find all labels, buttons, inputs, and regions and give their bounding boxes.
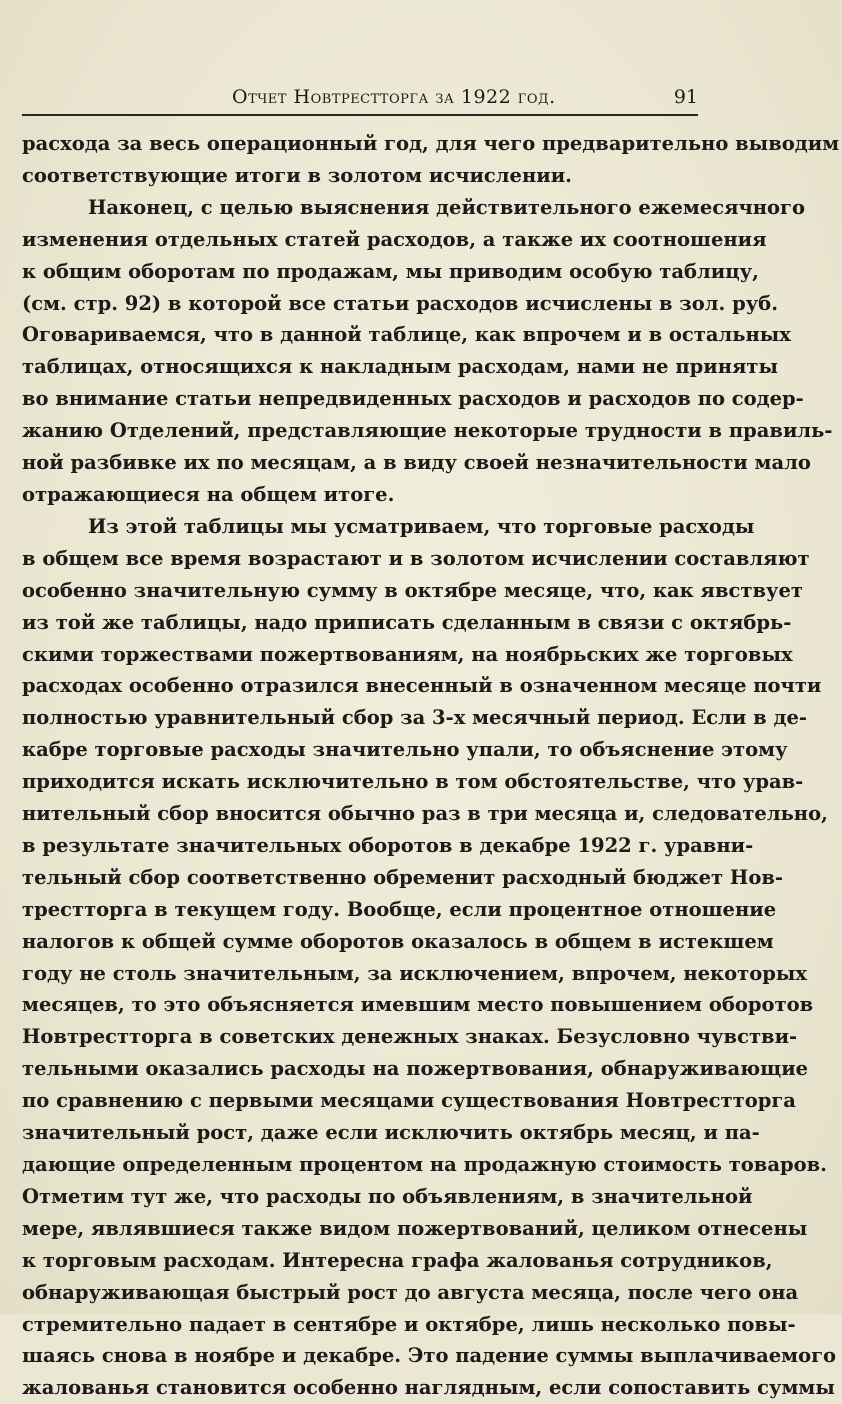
text-line: изменения отдельных статей расходов, а также их соотношения: [22, 227, 767, 251]
text-line: к общим оборотам по продажам, мы приводим особую таблицу,: [22, 259, 759, 283]
text-line: особенно значительную сумму в октябре месяце, что, как явствует: [22, 578, 803, 602]
text-line: налогов к общей сумме оборотов оказалось в общем в истекшем: [22, 929, 774, 953]
text-line: отражающиеся на общем итоге.: [22, 482, 395, 506]
text-line: жалованья становится особенно наглядным, если сопоставить суммы: [22, 1376, 835, 1400]
text-line: тельными оказались расходы на пожертвования, обнаруживающие: [22, 1057, 809, 1081]
text-line: Из этой таблицы мы усматриваем, что торговые расходы: [88, 514, 755, 538]
header-rule: [22, 114, 698, 116]
text-line: по сравнению с первыми месяцами существования Новтрестторга: [22, 1089, 796, 1113]
text-line: таблицах, относящихся к накладным расходам, нами не приняты: [22, 355, 779, 379]
body-text: [22, 128, 840, 1404]
text-line: в общем все время возрастают и в золотом исчислении составляют: [22, 546, 810, 570]
text-line: стремительно падает в сентябре и октябре, лишь несколько повы-: [22, 1312, 796, 1336]
text-line: шаясь снова в ноябре и декабре. Это падение суммы выплачиваемого: [22, 1344, 837, 1368]
text-line: (см. стр. 92) в которой все статьи расходов исчислены в зол. руб.: [22, 291, 778, 315]
text-line: скими торжествами пожертвованиям, на ноябрьских же торговых: [22, 642, 793, 666]
text-line: ной разбивке их по месяцам, а в виду своей незначительности мало: [22, 451, 811, 475]
text-line: значительный рост, даже если исключить октябрь месяц, и па-: [22, 1121, 760, 1145]
text-line: кабре торговые расходы значительно упали, то объяснение этому: [22, 738, 788, 762]
text-line: жанию Отделений, представляющие некоторые трудности в правиль-: [22, 419, 833, 443]
text-line: нительный сбор вносится обычно раз в три месяца и, следовательно,: [22, 802, 828, 826]
text-line: во внимание статьи непредвиденных расходов и расходов по содер-: [22, 387, 804, 411]
text-line: году не столь значительным, за исключением, впрочем, некоторых: [22, 961, 808, 985]
text-line: дающие определенным процентом на продажную стоимость товаров.: [22, 1153, 827, 1176]
page-number: 91: [673, 86, 698, 108]
text-line: Отметим тут же, что расходы по объявлениям, в значительной: [22, 1184, 753, 1208]
text-line: обнаруживающая быстрый рост до августа месяца, после чего она: [22, 1280, 799, 1304]
text-line: мере, являвшиеся также видом пожертвований, целиком отнесены: [22, 1216, 808, 1240]
text-line: из той же таблицы, надо приписать сделанным в связи с октябрь-: [22, 610, 792, 634]
text-line: Наконец, с целью выяснения действительного ежемесячного: [88, 195, 806, 219]
text-line: приходится искать исключительно в том обстоятельстве, что урав-: [22, 770, 804, 794]
running-title: Отчет Новтрестторга за 1922 год.: [232, 86, 556, 108]
page-header: [22, 84, 698, 114]
text-line: тельный сбор соответственно обременит расходный бюджет Нов-: [22, 865, 784, 889]
text-line: расхода за весь операционный год, для чего предварительно выводим: [22, 132, 840, 155]
text-line: к торговым расходам. Интересна графа жалованья сотрудников,: [22, 1248, 773, 1272]
text-line: полностью уравнительный сбор за 3-х месячный период. Если в де-: [22, 706, 808, 730]
text-line: расходах особенно отразился внесенный в означенном месяце почти: [22, 674, 822, 698]
text-line: Оговариваемся, что в данной таблице, как впрочем и в остальных: [22, 323, 791, 347]
text-line: соответствующие итоги в золотом исчислении.: [22, 163, 572, 187]
text-line: месяцев, то это объясняется имевшим место повышением оборотов: [22, 993, 814, 1017]
text-line: Новтрестторга в советских денежных знаках. Безусловно чувстви-: [22, 1025, 798, 1049]
text-line: трестторга в текущем году. Вообще, если процентное отношение: [22, 897, 777, 921]
text-line: в результате значительных оборотов в декабре 1922 г. уравни-: [22, 833, 754, 857]
